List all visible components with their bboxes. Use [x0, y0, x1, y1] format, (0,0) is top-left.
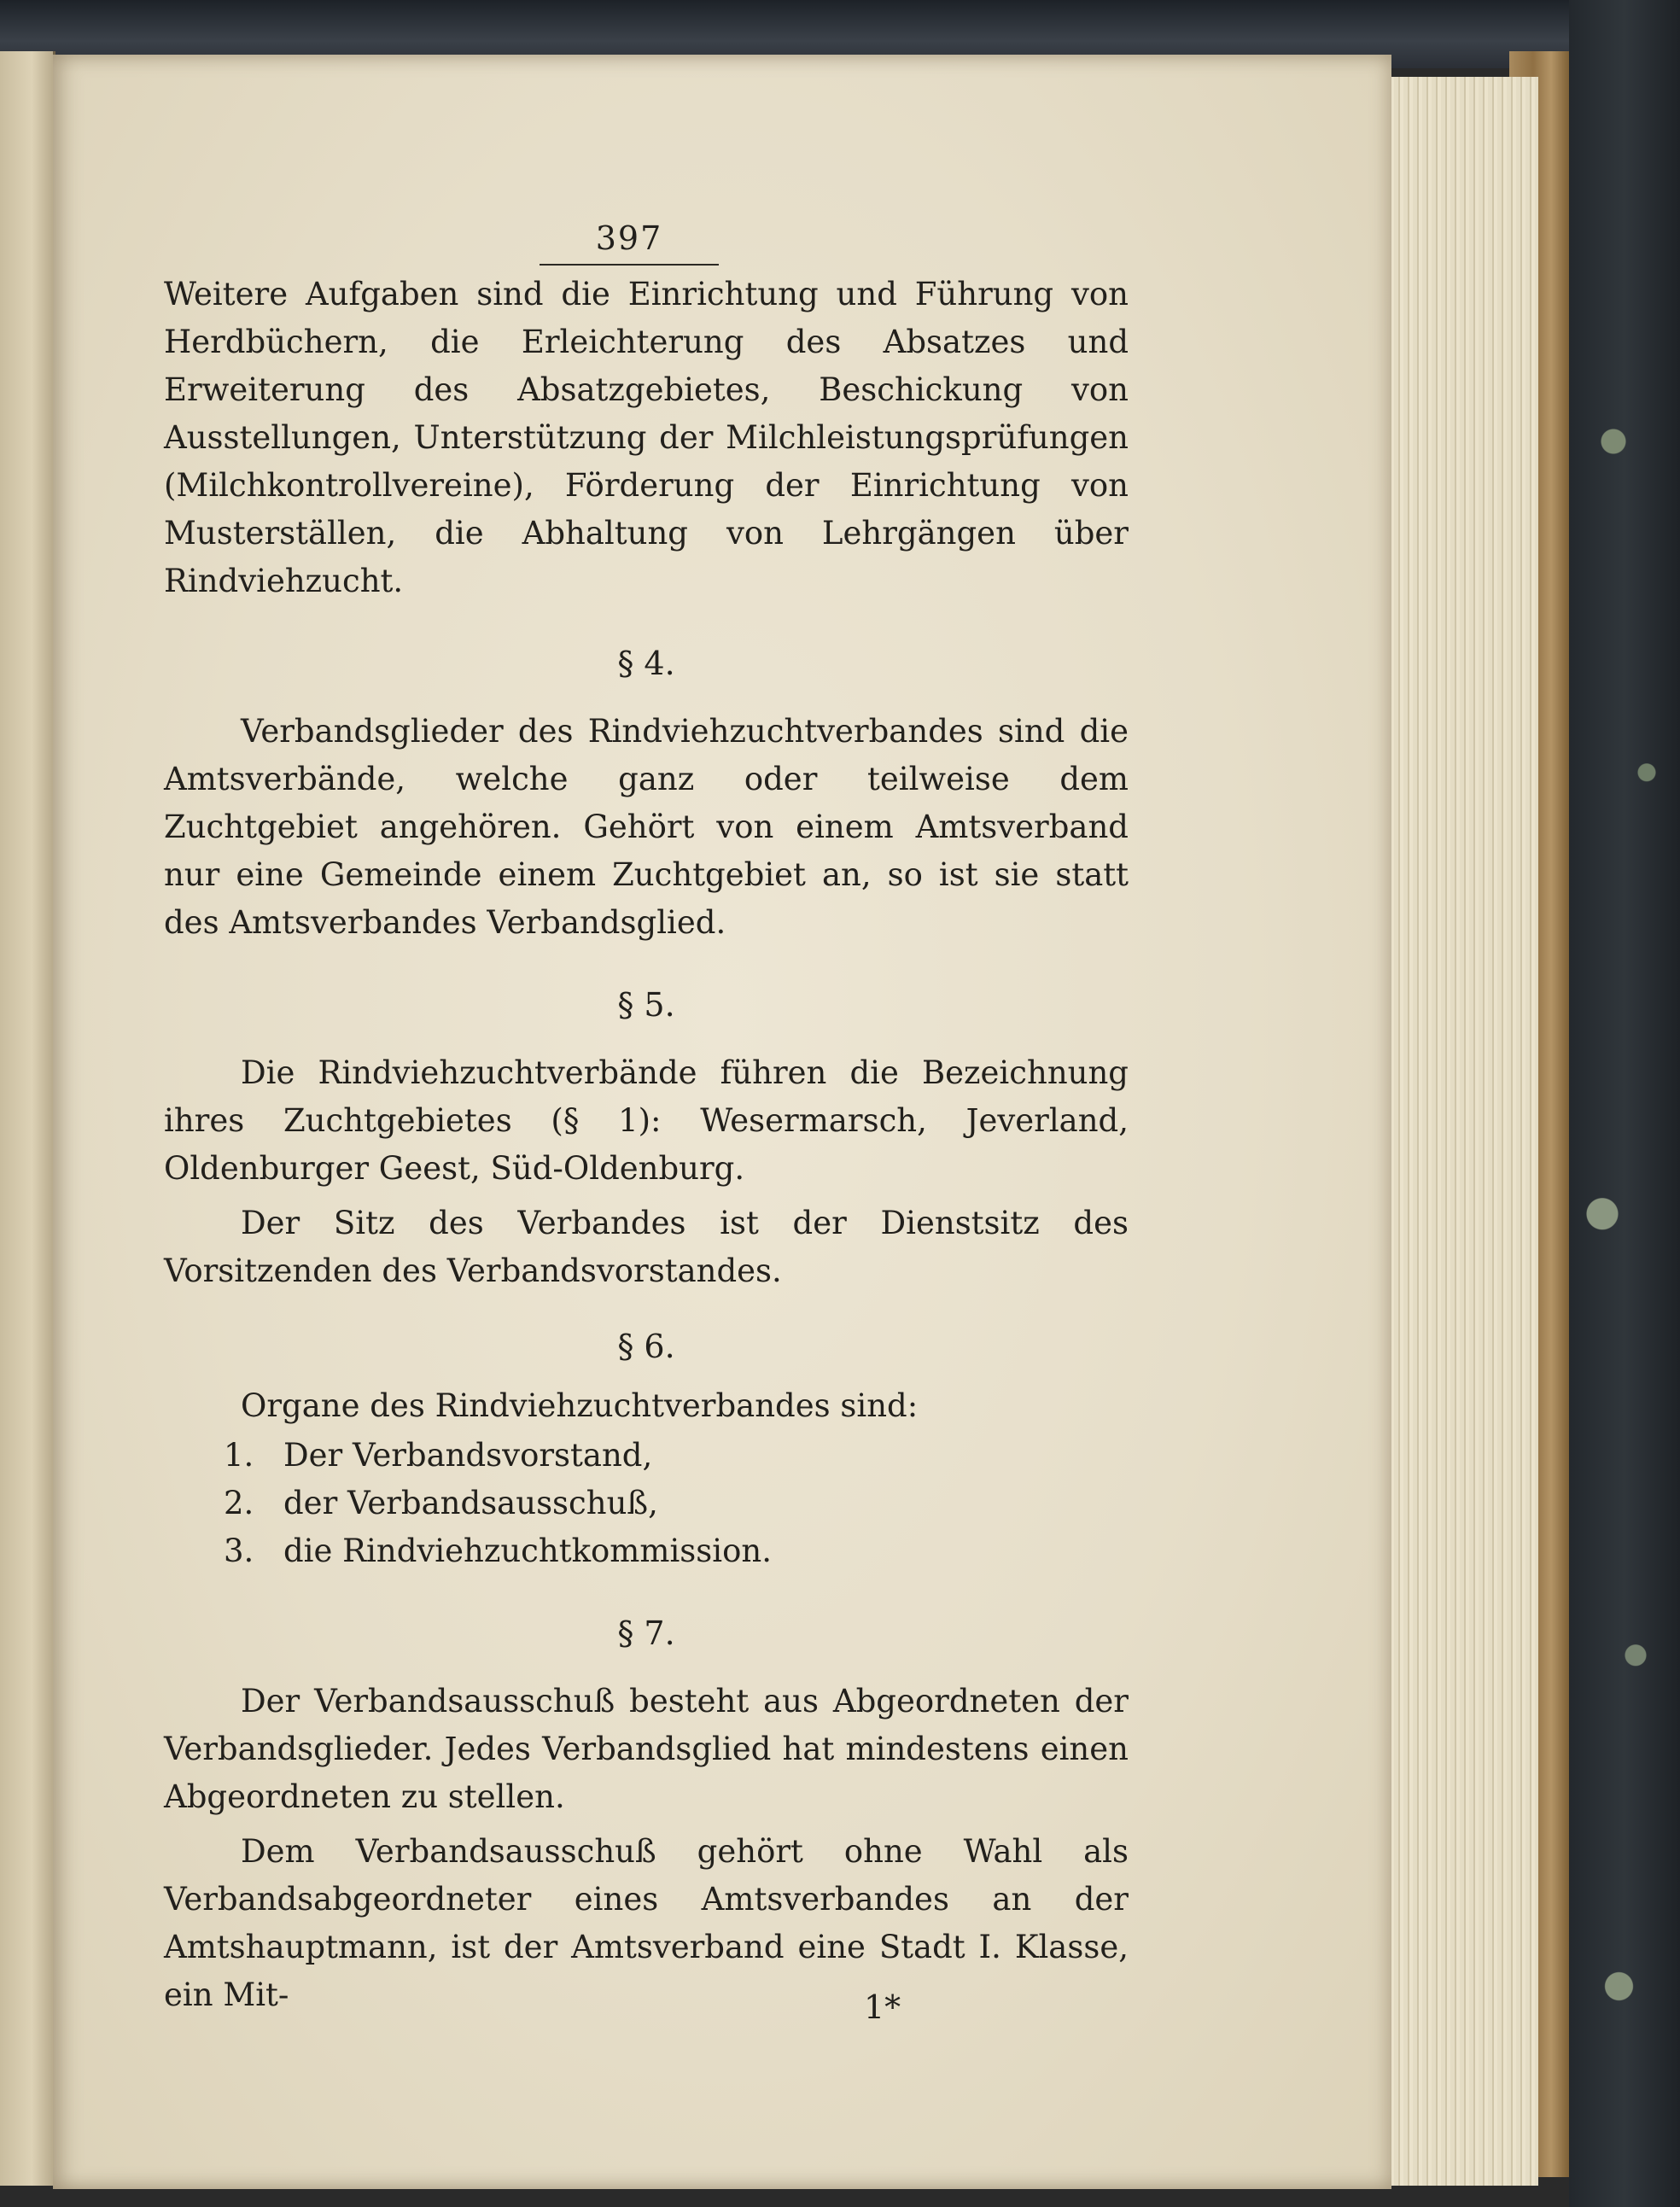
section-7-paragraph-2: Dem Verbandsausschuß gehört ohne Wahl als Verbandsabgeordneter eines Amtsverbandes an der Amtshauptmann, ist der Amtsverband eine Stadt I. Klasse, ein Mit-: [164, 1833, 1129, 2013]
section-5-paragraph-2: Der Sitz des Verbandes ist der Dienstsitz des Vorsitzenden des Verbandsvorstandes.: [164, 1205, 1129, 1289]
list-item-text: die Rindviehzuchtkommission.: [283, 1533, 772, 1569]
signature-mark: 1*: [864, 1988, 901, 2026]
list-item-number: 3.: [224, 1533, 254, 1569]
page-block-edge: [1383, 77, 1538, 2186]
list-item: [164, 1527, 1129, 1575]
page-number-rule: [540, 264, 719, 266]
facing-page-edge: [0, 51, 55, 2186]
list-item: [164, 1432, 1129, 1480]
page-number: 397: [595, 219, 663, 257]
section-heading-4: § 4.: [617, 645, 675, 682]
section-7-paragraph-1: Der Verbandsausschuß besteht aus Abgeordneten der Verbandsglieder. Jedes Verbandsglied hat mindestens einen Abgeordneten zu stellen.: [164, 1683, 1129, 1815]
page-text-block: [164, 213, 1129, 2019]
list-item: [164, 1480, 1129, 1527]
section-heading-6: § 6.: [617, 1328, 675, 1365]
list-item-number: 1.: [224, 1437, 254, 1474]
organs-list: [164, 1432, 1129, 1575]
section-6-intro: Organe des Rindviehzuchtverbandes sind:: [241, 1387, 919, 1424]
list-item-text: Der Verbandsvorstand,: [283, 1437, 653, 1474]
section-4-paragraph: Verbandsglieder des Rindviehzuchtverbandes sind die Amtsverbände, welche ganz oder teilweise dem Zuchtgebiet angehören. Gehört von einem Amtsverband nur eine Gemeinde einem Zuchtgebiet an, so ist sie statt des Amtsverbandes Verbandsglied.: [164, 713, 1129, 941]
section-heading-5: § 5.: [617, 986, 675, 1024]
list-item-number: 2.: [224, 1485, 254, 1521]
section-heading-7: § 7.: [617, 1614, 675, 1652]
intro-paragraph: Weitere Aufgaben sind die Einrichtung und Führung von Herdbüchern, die Erleichterung des Absatzes und Erweiterung des Absatzgebietes, Beschickung von Ausstellungen, Unterstützung der Milchleistungsprüfungen (Milchkontrollvereine), Förderung der Einrichtung von Musterställen, die Abhaltung von Lehrgängen über Rindviehzucht.: [164, 276, 1129, 599]
book-cover-marbled: [1569, 0, 1680, 2207]
section-5-paragraph-1: Die Rindviehzuchtverbände führen die Bezeichnung ihres Zuchtgebietes (§ 1): Wesermarsch, Jeverland, Oldenburger Geest, Süd-Oldenburg.: [164, 1054, 1129, 1187]
list-item-text: der Verbandsausschuß,: [283, 1485, 658, 1521]
book-page: [53, 55, 1391, 2189]
